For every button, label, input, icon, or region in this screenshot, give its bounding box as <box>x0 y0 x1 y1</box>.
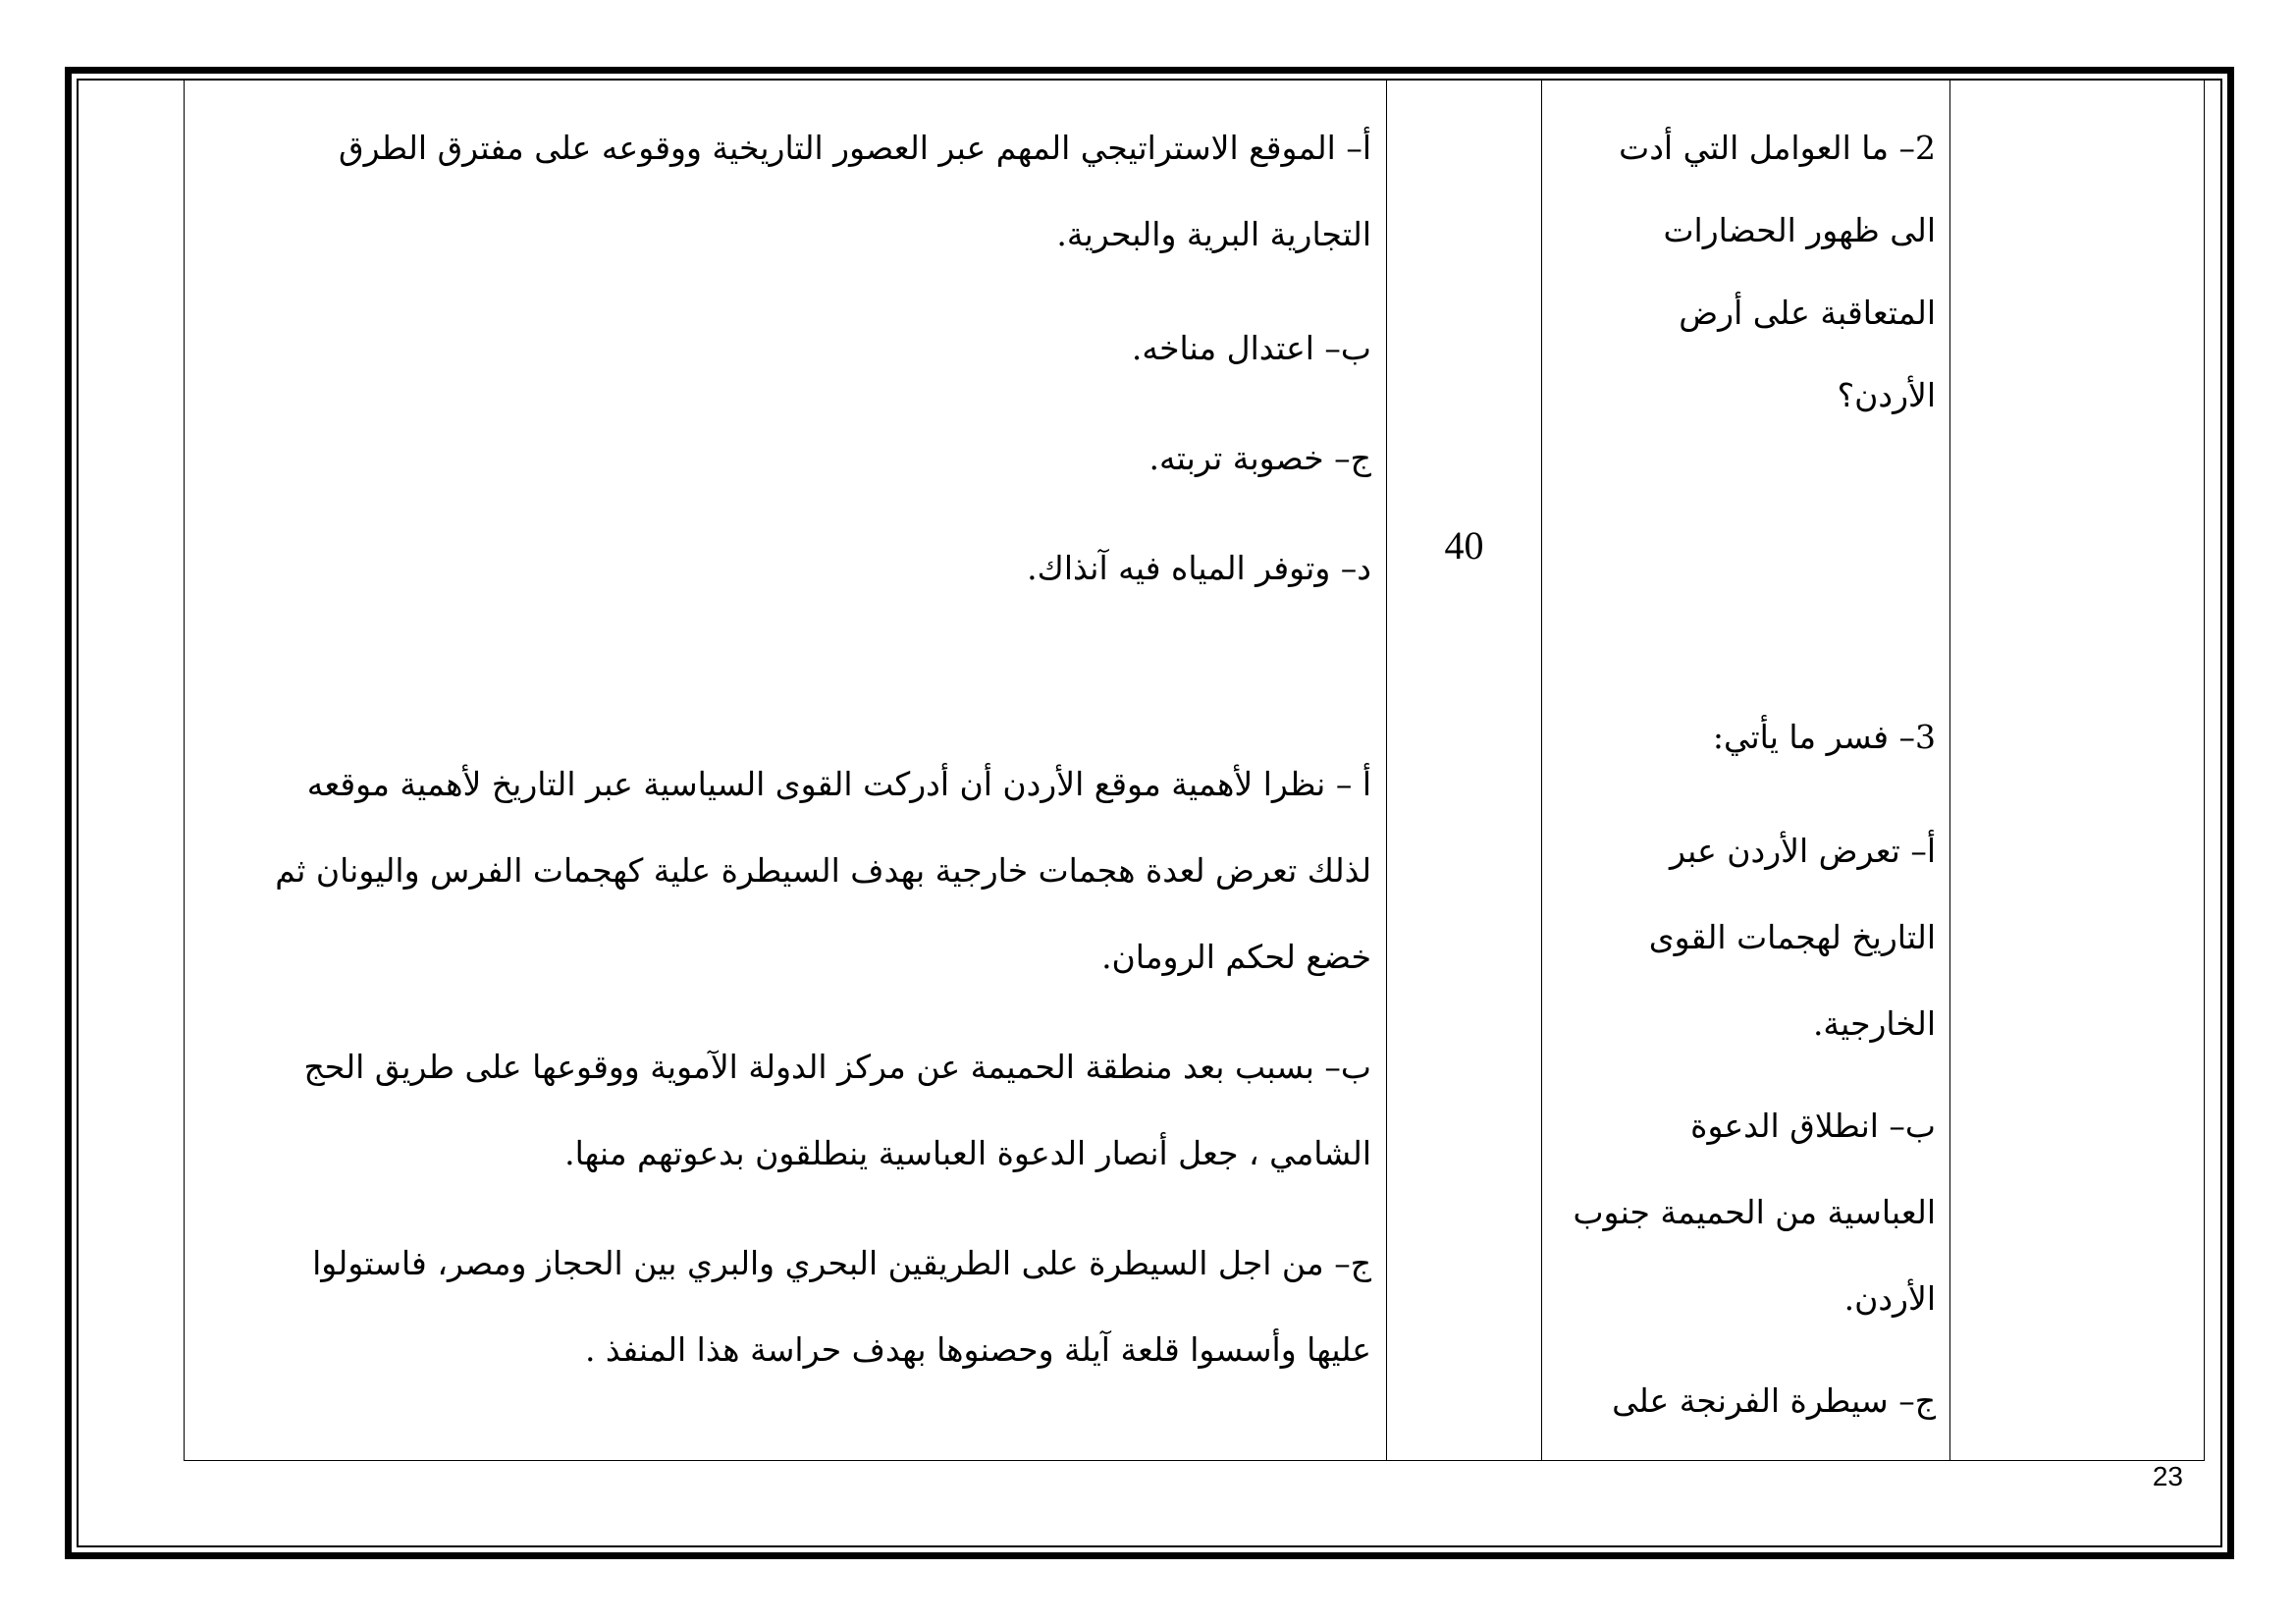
question-line: ب– انطلاق الدعوة <box>1690 1107 1936 1145</box>
questions-cell <box>1542 79 1950 1461</box>
answer-table <box>184 79 2205 1461</box>
answer-line: خضع لحكم الرومان. <box>1101 938 1371 976</box>
answers-cell <box>185 79 1387 1461</box>
question-line: 3– فسر ما يأتي: <box>1712 718 1936 756</box>
table-row <box>185 79 2205 1461</box>
question-line: الى ظهور الحضارات <box>1663 211 1936 249</box>
answer-line: ب– بسبب بعد منطقة الحميمة عن مركز الدولة الآموية ووقوعها على طريق الحج <box>303 1048 1371 1086</box>
answer-line: ج– خصوبة تربته. <box>1148 439 1371 477</box>
question-line: التاريخ لهجمات القوى <box>1648 918 1936 956</box>
blank-cell <box>1950 79 2205 1461</box>
answer-line: أ– الموقع الاستراتيجي المهم عبر العصور التاريخية ووقوعه على مفترق الطرق <box>338 129 1371 167</box>
answer-line: التجارية البرية والبحرية. <box>1056 215 1371 253</box>
question-line: العباسية من الحميمة جنوب <box>1573 1193 1936 1231</box>
answer-line: د– وتوفر المياه فيه آنذاك. <box>1027 549 1371 587</box>
answer-line: ج– من اجل السيطرة على الطريقين البحري والبري بين الحجاز ومصر، فاستولوا <box>312 1244 1371 1282</box>
question-line: الخارجية. <box>1812 1004 1936 1043</box>
answer-line: ب– اعتدال مناخه. <box>1131 329 1371 367</box>
mark-value: 40 <box>1444 523 1484 568</box>
page-number: 23 <box>2152 1461 2183 1491</box>
question-line: الأردن؟ <box>1837 376 1936 414</box>
answer-line: أ – نظرا لأهمية موقع الأردن أن أدركت القوى السياسية عبر التاريخ لأهمية موقعه <box>306 765 1371 803</box>
question-line: المتعاقبة على أرض <box>1679 294 1936 332</box>
question-line: ج– سيطرة الفرنجة على <box>1612 1381 1936 1420</box>
question-line: 2– ما العوامل التي أدت <box>1619 129 1936 167</box>
answer-line: لذلك تعرض لعدة هجمات خارجية بهدف السيطرة علية كهجمات الفرس واليونان ثم <box>275 851 1371 890</box>
answer-line: عليها وأسسوا قلعة آيلة وحصنوها بهدف حراسة هذا المنفذ . <box>584 1330 1371 1369</box>
question-line: الأردن. <box>1843 1279 1936 1318</box>
mark-cell <box>1387 79 1542 1461</box>
answer-line: الشامي ، جعل أنصار الدعوة العباسية ينطلقون بدعوتهم منها. <box>564 1134 1371 1172</box>
question-line: أ– تعرض الأردن عبر <box>1669 832 1936 870</box>
